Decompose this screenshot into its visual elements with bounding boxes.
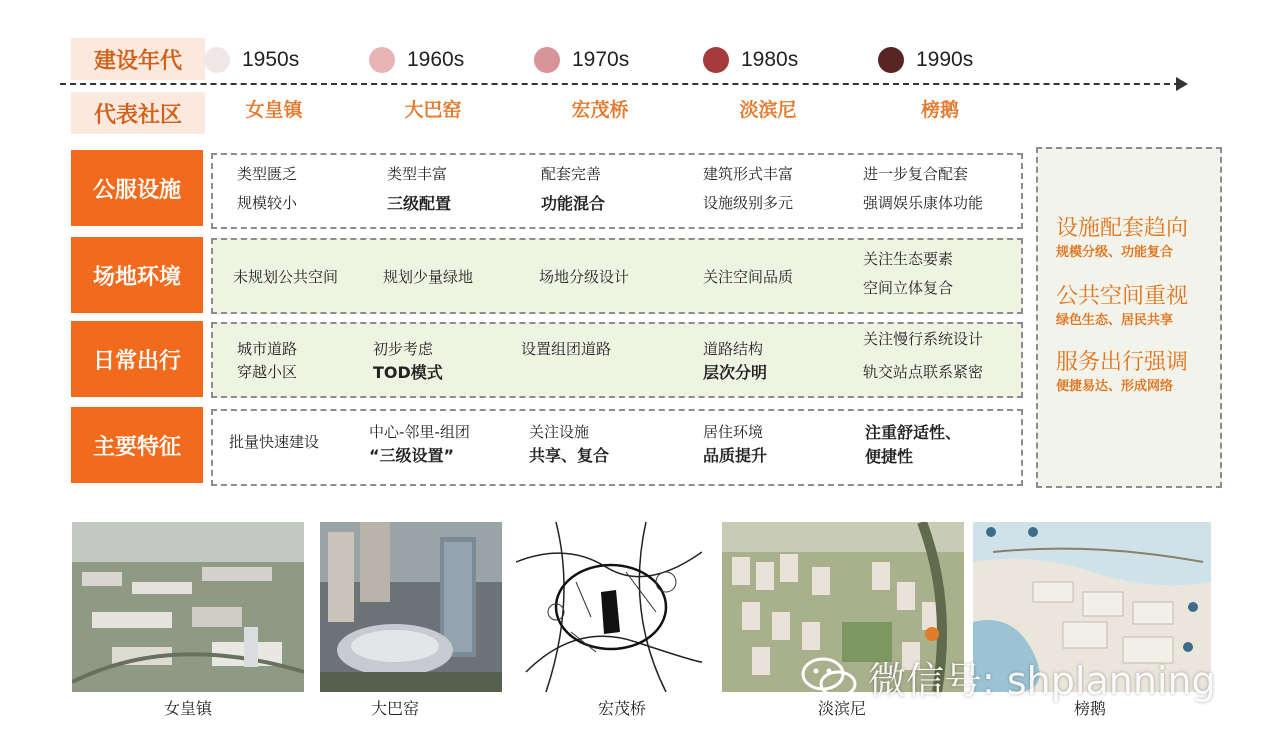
cell-line: 类型匮乏	[237, 165, 298, 183]
cell-line: 穿越小区	[237, 363, 298, 381]
cell-line: 居住环境	[703, 423, 764, 441]
cell-line	[529, 444, 609, 468]
cell-line: 关注生态要素	[863, 250, 954, 268]
cell-line: 关注慢行系统设计	[863, 330, 984, 348]
cell-line: 轨交站点联系紧密	[863, 363, 984, 381]
cell-line: 强调娱乐康体功能	[863, 194, 984, 212]
cell-line: 设施级别多元	[703, 194, 794, 212]
cell	[703, 338, 767, 385]
cell-line: 道路结构	[703, 340, 764, 358]
era-1990s	[878, 47, 973, 73]
era-year: 1950s	[242, 48, 300, 71]
cell-line: 类型丰富	[387, 165, 448, 183]
cell-line: 初步考虑	[373, 340, 434, 358]
cell-line: 规模较小	[237, 194, 298, 212]
summary-title: 公共空间重视	[1056, 284, 1189, 309]
summary-subtitle: 便捷易达、形成网络	[1056, 379, 1174, 394]
row-title-travel: 日常出行	[71, 321, 203, 397]
cell-emphasis: 层次分明	[703, 363, 768, 382]
cell-emphasis: “三级设置”	[369, 446, 455, 465]
timeline-arrow-icon	[1176, 77, 1188, 91]
cell-line	[865, 421, 961, 445]
era-year: 1960s	[407, 48, 465, 71]
cell	[703, 163, 793, 215]
cell	[233, 266, 338, 289]
cell	[539, 266, 629, 289]
cell	[703, 266, 793, 289]
summary-subtitle: 规模分级、功能复合	[1056, 245, 1174, 260]
photo-caption: 女皇镇	[163, 699, 212, 718]
cell	[369, 421, 470, 468]
cell-line: 设置组团道路	[521, 340, 612, 358]
era-year: 1970s	[572, 48, 630, 71]
cell-emphasis: 品质提升	[703, 446, 768, 465]
row-title-features: 主要特征	[71, 407, 203, 483]
era-dot	[204, 47, 230, 73]
community-name: 榜鹅	[920, 99, 959, 121]
era-1970s	[534, 47, 629, 73]
photo-toa-payoh	[320, 522, 502, 692]
era-dot	[878, 47, 904, 73]
cell	[529, 421, 609, 468]
era-label: 建设年代	[71, 38, 205, 80]
cell	[863, 163, 983, 215]
row-title-facilities: 公服设施	[71, 150, 203, 226]
photo-caption: 榜鹅	[1073, 699, 1106, 718]
era-dot	[369, 47, 395, 73]
row-box-facilities	[211, 153, 1023, 229]
cell-line: 关注空间品质	[703, 268, 794, 286]
cell-line	[865, 445, 961, 469]
cell	[541, 163, 605, 216]
cell	[703, 421, 767, 468]
cell-line: 规划少量绿地	[383, 268, 474, 286]
cell	[237, 338, 297, 384]
cell-emphasis: 便捷性	[865, 447, 914, 466]
cell-line: 未规划公共空间	[233, 268, 339, 286]
photo-queenstown	[72, 522, 304, 692]
watermark-text: 微信号: shplanning	[868, 659, 1216, 703]
plan-map-image	[516, 522, 702, 692]
row-box-environment	[211, 238, 1023, 314]
cell-line: 进一步复合配套	[863, 165, 969, 183]
cell	[229, 431, 319, 454]
cell-line: 关注设施	[529, 423, 590, 441]
community-name: 淡滨尼	[739, 99, 797, 121]
cell	[387, 163, 451, 216]
cell-emphasis: 共享、复合	[529, 446, 610, 465]
cell	[373, 338, 443, 385]
cell	[863, 248, 953, 300]
summary-title: 服务出行强调	[1056, 350, 1189, 375]
era-1960s	[369, 47, 464, 73]
community-name: 宏茂桥	[571, 99, 629, 121]
community-name: 女皇镇	[245, 99, 303, 121]
cell-emphasis: 功能混合	[541, 194, 606, 213]
photo-caption: 淡滨尼	[817, 699, 866, 718]
photo-caption: 宏茂桥	[597, 699, 646, 718]
cell-emphasis: TOD模式	[373, 363, 443, 382]
era-1950s	[204, 47, 299, 73]
cell-emphasis: 三级配置	[387, 194, 452, 213]
row-box-features	[211, 409, 1023, 486]
summary-title: 设施配套趋向	[1056, 216, 1189, 241]
cell-line: 建筑形式丰富	[703, 165, 794, 183]
cell-line: 场地分级设计	[539, 268, 630, 286]
cell-line	[703, 361, 767, 385]
cell-line: 空间立体复合	[863, 279, 954, 297]
aerial-photo-image	[72, 522, 304, 692]
photo-ang-mo-kio	[516, 522, 702, 692]
cell	[383, 266, 473, 289]
cell-line	[387, 192, 451, 216]
wechat-icon	[800, 656, 858, 700]
era-year: 1990s	[916, 48, 974, 71]
community-label: 代表社区	[71, 92, 205, 134]
cell-line: 中心-邻里-组团	[369, 423, 470, 441]
cell-line: 配套完善	[541, 165, 602, 183]
summary-subtitle: 绿色生态、居民共享	[1056, 313, 1174, 328]
timeline-axis	[60, 83, 1180, 85]
cell-line: 批量快速建设	[229, 433, 320, 451]
cell	[865, 421, 961, 469]
summary-box	[1036, 147, 1222, 488]
cell-line	[703, 444, 767, 468]
row-title-environment: 场地环境	[71, 237, 203, 313]
community-name: 大巴窑	[404, 99, 462, 121]
row-box-travel	[211, 322, 1023, 398]
cell	[863, 328, 983, 384]
cell-line	[541, 192, 605, 216]
era-year: 1980s	[741, 48, 799, 71]
era-dot	[534, 47, 560, 73]
photo-caption: 大巴窑	[370, 699, 419, 718]
cell-emphasis: 注重舒适性、	[865, 423, 962, 442]
cell	[521, 338, 611, 361]
era-dot	[703, 47, 729, 73]
cell-line	[369, 444, 470, 468]
cell-line: 城市道路	[237, 340, 298, 358]
wechat-watermark	[800, 650, 1216, 705]
era-1980s	[703, 47, 798, 73]
cell-line	[373, 361, 443, 385]
cell	[237, 163, 297, 215]
building-photo-image	[320, 522, 502, 692]
